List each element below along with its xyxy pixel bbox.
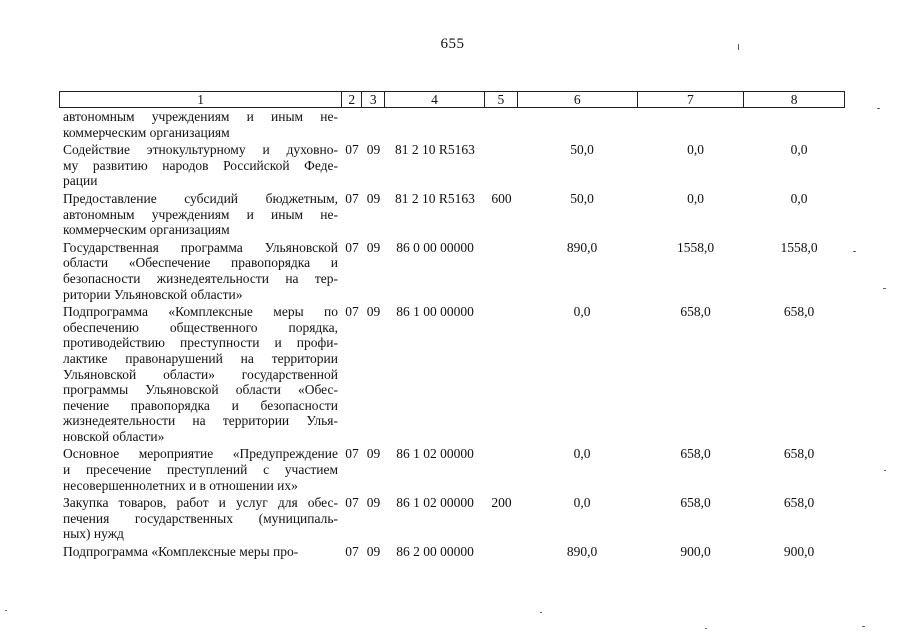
header-col-7: 7	[638, 92, 745, 107]
header-col-4: 4	[385, 92, 485, 107]
cell-description	[59, 544, 342, 560]
cell-section: 07	[345, 190, 359, 206]
cell-description	[59, 191, 342, 238]
description-line: Государственная программа Ульяновской	[63, 239, 338, 255]
description-line: лактике правонарушений на территории	[63, 350, 338, 366]
cell-description	[59, 109, 342, 140]
cell-amount-col8: 1558,0	[780, 239, 818, 255]
scan-speck	[883, 288, 886, 289]
cell-amount-col7: 0,0	[687, 142, 704, 158]
cell-target-code: 86 0 00 00000	[396, 239, 474, 255]
cell-section: 07	[345, 495, 359, 511]
cell-amount-col6: 890,0	[566, 544, 598, 560]
cell-section: 07	[345, 446, 359, 462]
cell-description	[59, 142, 342, 189]
scan-speck	[705, 628, 707, 629]
cell-target-code: 86 1 02 00000	[396, 495, 474, 511]
cell-description	[59, 304, 342, 444]
description-line: Ульяновской области» государственной	[63, 366, 338, 382]
cell-amount-col8: 658,0	[783, 495, 815, 511]
cell-amount-col8	[745, 109, 845, 140]
cell-subsection: 09	[366, 190, 381, 206]
cell-amount-col8: 658,0	[783, 446, 815, 462]
description-line: Закупка товаров, работ и услуг для обес-	[63, 495, 338, 511]
cell-amount-col6: 50,0	[570, 190, 594, 206]
cell-expense-type: 200	[491, 495, 512, 511]
description-line: жизнедеятельности на территории Улья-	[63, 413, 338, 429]
table-header-row	[59, 91, 845, 108]
cell-subsection: 09	[366, 304, 381, 320]
description-line: Подпрограмма «Комплексные меры по	[63, 304, 338, 320]
cell-target-code: 86 2 00 00000	[396, 544, 474, 560]
scan-speck	[738, 44, 739, 50]
scan-speck	[540, 612, 542, 613]
header-col-6: 6	[518, 92, 638, 107]
scan-speck	[853, 251, 856, 252]
cell-section: 07	[345, 239, 359, 255]
cell-amount-col7: 658,0	[680, 304, 711, 320]
cell-target-code: 86 1 02 00000	[396, 446, 474, 462]
cell-amount-col7: 658,0	[680, 495, 711, 511]
description-line: и пресечение преступлений с участием	[63, 462, 338, 478]
description-line: обеспечению общественного порядка,	[63, 319, 338, 335]
page-number: 655	[440, 36, 465, 52]
cell-section: 07	[345, 142, 359, 158]
description-line: новской области»	[63, 428, 165, 444]
description-line: рации	[63, 173, 98, 189]
cell-expense-type: 600	[491, 190, 512, 206]
cell-expense-type	[485, 240, 518, 302]
scan-speck	[884, 470, 886, 471]
cell-amount-col7: 1558,0	[676, 239, 715, 255]
cell-amount-col7: 900,0	[680, 544, 711, 560]
cell-amount-col7	[638, 109, 745, 140]
cell-amount-col6	[518, 109, 638, 140]
cell-section: 07	[345, 304, 359, 320]
cell-amount-col6: 50,0	[570, 142, 594, 158]
description-line: области «Обеспечение правопорядка и	[63, 255, 338, 271]
description-line: автономным учреждениям и иным не-	[63, 206, 338, 222]
scan-speck	[877, 108, 880, 109]
cell-subsection: 09	[366, 544, 381, 560]
cell-target-code: 81 2 10 R5163	[395, 142, 475, 158]
table-row	[59, 191, 845, 238]
header-col-2: 2	[342, 92, 362, 107]
cell-subsection	[362, 109, 385, 140]
scan-speck	[5, 610, 7, 611]
cell-target-code	[385, 109, 485, 140]
description-line: Подпрограмма «Комплексные меры про-	[63, 544, 299, 560]
cell-description	[59, 495, 342, 542]
header-col-1: 1	[60, 92, 342, 107]
description-line: печение правопорядка и безопасности	[63, 397, 338, 413]
cell-expense-type	[485, 446, 518, 493]
header-col-8: 8	[790, 92, 798, 107]
cell-expense-type	[485, 142, 518, 189]
description-line: ных) нужд	[63, 526, 124, 542]
cell-description	[59, 446, 342, 493]
description-line: печения государственных (муниципаль-	[63, 510, 338, 526]
cell-expense-type	[485, 304, 518, 444]
description-line: несовершеннолетних и в отношении их»	[63, 477, 298, 493]
header-col-5: 5	[485, 92, 518, 107]
cell-target-code: 86 1 00 00000	[396, 304, 474, 320]
table-row	[59, 304, 845, 444]
cell-amount-col6: 0,0	[573, 495, 591, 511]
cell-expense-type	[485, 544, 518, 560]
cell-amount-col7: 0,0	[687, 190, 704, 206]
description-line: Содействие этнокультурному и духовно-	[63, 142, 338, 158]
cell-amount-col6: 0,0	[573, 446, 591, 462]
description-line: коммерческим организациям	[63, 222, 230, 238]
table-row	[59, 142, 845, 189]
cell-subsection: 09	[366, 446, 381, 462]
description-line: ритории Ульяновской области»	[63, 286, 243, 302]
description-line: му развитию народов Российской Феде-	[63, 157, 338, 173]
cell-amount-col8: 0,0	[790, 142, 808, 158]
description-line: противодействию преступности и профи-	[63, 335, 338, 351]
cell-amount-col8: 658,0	[783, 304, 815, 320]
cell-subsection: 09	[366, 495, 381, 511]
table-row	[59, 446, 845, 493]
cell-expense-type	[485, 109, 518, 140]
description-line: коммерческим организациям	[63, 124, 230, 140]
header-col-3: 3	[362, 92, 385, 107]
table-row	[59, 109, 845, 140]
table-row	[59, 495, 845, 542]
cell-description	[59, 240, 342, 302]
cell-amount-col7: 658,0	[680, 446, 711, 462]
description-line: безопасности жизнедеятельности на тер-	[63, 270, 338, 286]
table-body	[59, 109, 845, 562]
cell-subsection: 09	[366, 142, 381, 158]
description-line: Основное мероприятие «Предупреждение	[63, 446, 338, 462]
cell-section	[342, 109, 362, 140]
cell-amount-col6: 0,0	[573, 304, 591, 320]
cell-amount-col8: 0,0	[790, 190, 808, 206]
description-line: Предоставление субсидий бюджетным,	[63, 190, 338, 206]
scan-speck	[862, 626, 865, 627]
table-row	[59, 240, 845, 302]
cell-target-code: 81 2 10 R5163	[395, 190, 475, 206]
description-line: автономным учреждениям и иным не-	[63, 109, 338, 124]
cell-amount-col6: 890,0	[566, 239, 598, 255]
cell-amount-col8: 900,0	[783, 544, 815, 560]
description-line: программы Ульяновской области «Обес-	[63, 382, 338, 398]
table-row	[59, 544, 845, 560]
cell-section: 07	[345, 544, 359, 560]
cell-subsection: 09	[366, 239, 381, 255]
